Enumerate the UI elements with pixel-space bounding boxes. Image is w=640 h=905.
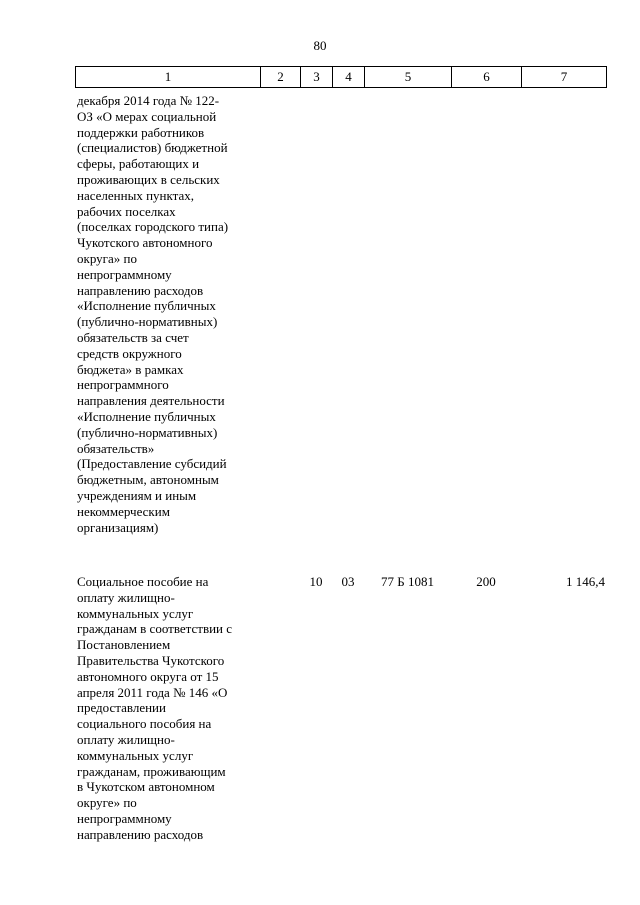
row-amount: 1 146,4: [566, 574, 605, 589]
row-description: декабря 2014 года № 122- ОЗ «О мерах социальной поддержки работников (специалистов) бюджетной сферы, работающих и проживающих в сельских населенных пунктах, рабочих поселках (поселках городского типа) Чукотского автономного округа» по непрограммному направлению расходов «Исполнение публичных (публично-нормативных) обязательств за счет средств окружного бюджета» в рамках непрограммного направления деятельности «Исполнение публичных (публично-нормативных) обязательств» (Предоставление субсидий бюджетным, автономным учреждениям и иным некоммерческим организациям): [77, 93, 229, 535]
header-col-6: 6: [452, 67, 522, 88]
header-col-3: 3: [301, 67, 333, 88]
page-number: 80: [313, 38, 327, 53]
header-col-4: 4: [333, 67, 365, 88]
header-row: [76, 67, 607, 88]
row-expense-type-code: 200: [476, 574, 496, 589]
table-header: [75, 66, 607, 88]
header-col-5: 5: [365, 67, 452, 88]
row-section-code: 10: [309, 574, 323, 589]
header-col-7: 7: [522, 67, 607, 88]
header-col-2: 2: [261, 67, 301, 88]
row-target-article-code: 77 Б 1081: [381, 574, 434, 589]
header-col-1: 1: [76, 67, 261, 88]
row-subsection-code: 03: [341, 574, 355, 589]
row-description: Социальное пособие на оплату жилищно- коммунальных услуг гражданам в соответствии с Постановлением Правительства Чукотского автономного округа от 15 апреля 2011 года № 146 «О предоставлении социального пособия на оплату жилищно- коммунальных услуг гражданам, проживающим в Чукотском автономном округе» по непрограммному направлению расходов: [77, 574, 233, 842]
